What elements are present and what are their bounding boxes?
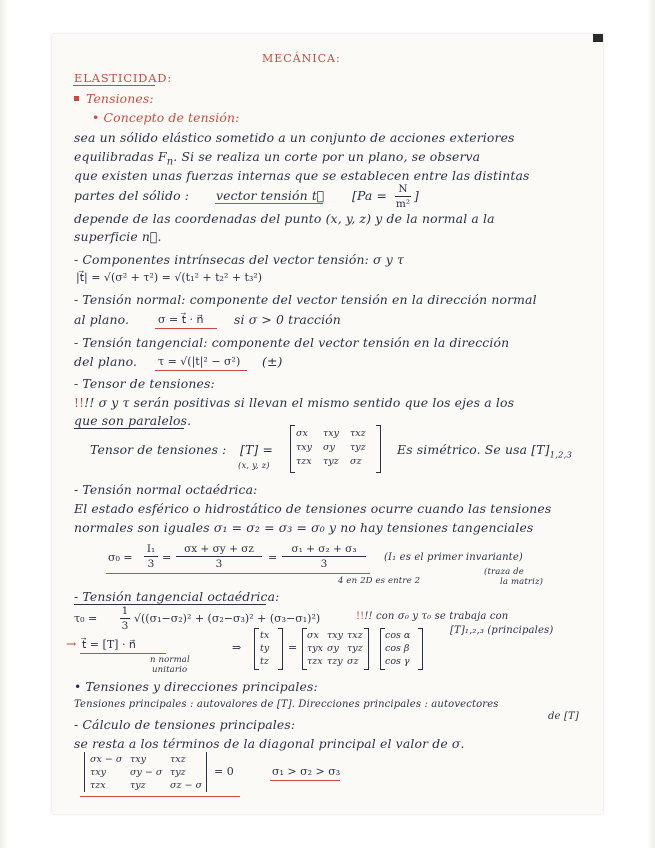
matrix-bracket-left (290, 425, 295, 473)
matrix-cell: τxy (323, 428, 339, 439)
normal-unit-note: unitario (152, 665, 188, 675)
invariant-note: (I₁ es el primer invariante) (384, 552, 523, 563)
matrix-cell: σz (347, 656, 359, 667)
bullet-marker (74, 96, 79, 101)
matrix-cell: τyz (130, 780, 146, 791)
text-line: - Tensión normal: componente del vector tensión en la dirección normal (74, 292, 537, 307)
matrix-bracket-right (364, 628, 369, 670)
matrix-cell: σy (323, 442, 335, 453)
tau0-note: [T]₁,₂,₃ (principales) (450, 625, 554, 636)
equation-underline (80, 653, 166, 654)
text-line: • Tensiones y direcciones principales: (74, 679, 318, 694)
matrix-cell: τxy (296, 442, 312, 453)
symmetry-note: Es simétrico. Se usa $[T]_{1,2,3}$ (397, 442, 573, 461)
text-line: - Tensión tangencial: componente del vector tensión en la dirección (74, 335, 510, 350)
tangential-equation: τ = √(|t|² − σ²) (158, 355, 241, 368)
matrix-cell: τzy (327, 656, 343, 667)
text-line: si σ > 0 tracción (234, 312, 341, 327)
text-line: normales son iguales σ₁ = σ₂ = σ₃ = σ₀ y no hay tensiones tangenciales (74, 520, 534, 535)
normal-unit-note: n normal (150, 655, 190, 665)
sign-note: (±) (262, 354, 283, 369)
matrix-cell: τyz (350, 442, 366, 453)
subheading-concepto: • Concepto de tensión: (92, 110, 240, 125)
vector-bracket-right (278, 628, 283, 670)
sigma0-label: σ₀ = (108, 551, 133, 564)
tensor-symbol: [T] = (240, 442, 274, 457)
section-underline (73, 85, 155, 86)
section-heading: ELASTICIDAD: (74, 71, 172, 85)
fraction-xyz: σx + σy + σz 3 (176, 543, 262, 570)
equation-underline (155, 328, 217, 329)
text-line: - Tensión normal octaédrica: (74, 482, 258, 497)
text-line: del plano. (74, 354, 138, 369)
text-line: - Tensor de tensiones: (74, 376, 215, 391)
matrix-cell: τxz (350, 428, 366, 439)
matrix-cell: σx − σ (90, 754, 123, 765)
term-underline (215, 203, 323, 204)
determinant-bar-left (84, 752, 85, 792)
text-underline (74, 604, 266, 605)
trace-note: (traza de (484, 567, 524, 577)
text-line: de [T] (548, 711, 579, 722)
matrix-cell: τyz (347, 643, 363, 654)
fraction-123: σ₁ + σ₂ + σ₃ 3 (282, 543, 366, 570)
equals-sign: = (162, 551, 172, 564)
matrix-cell: τyz (323, 456, 339, 467)
text-line: equilibradas $F_n$. Si se realiza un corte por un plano, se observa (74, 149, 481, 168)
unit-label: [Pa = (352, 188, 388, 203)
matrix-cell: τyz (170, 767, 186, 778)
corner-mark (593, 34, 603, 42)
subheading-tensiones: Tensiones: (86, 91, 154, 106)
arrow-marker: → (66, 636, 77, 651)
equals-sign: = (268, 551, 278, 564)
cos-cell: cos γ (385, 656, 410, 667)
text-line: al plano. (74, 312, 130, 327)
matrix-cell: σx (296, 428, 308, 439)
text-line: !!!! σ y τ serán positivas si llevan el mismo sentido que los ejes a los (74, 395, 515, 410)
tau0-root: √((σ₁−σ₂)² + (σ₂−σ₃)² + (σ₃−σ₁)²) (134, 612, 321, 625)
text-line: - Componentes intrínsecas del vector tensión: σ y τ (74, 252, 404, 267)
unit-fraction: N m² (395, 183, 411, 210)
matrix-cell: τxy (130, 754, 146, 765)
vector-tension-term: vector tensión t⃗ (216, 188, 325, 203)
fraction-third: 1 3 (121, 605, 129, 632)
matrix-cell: tz (260, 656, 269, 667)
cos-cell: cos α (385, 630, 411, 641)
matrix-cell: σz (350, 456, 362, 467)
equation-underline (106, 573, 370, 574)
matrix-cell: τxz (170, 754, 186, 765)
matrix-cell: σy (327, 643, 339, 654)
matrix-cell: tx (260, 630, 270, 641)
tau0-label: τ₀ = (74, 612, 98, 625)
text-line: Tensiones principales : autovalores de [T]. Direcciones principales : autovectores (74, 699, 499, 710)
matrix-cell: τxy (90, 767, 106, 778)
section-end-underline (80, 796, 240, 797)
tensor-label: Tensor de tensiones : (90, 442, 227, 457)
vector-bracket-left (254, 628, 259, 670)
tensor-subscript: (x, y, z) (238, 461, 270, 471)
unit-bracket: ] (414, 188, 419, 203)
matrix-cell: τzx (90, 780, 106, 791)
matrix-cell: τzx (296, 456, 312, 467)
trace-note: la matriz) (500, 577, 544, 587)
implies-arrow: ⇒ (232, 641, 242, 654)
principal-order: σ₁ > σ₂ > σ₃ (272, 765, 341, 778)
equation-underline (270, 780, 340, 781)
tvec-equation: t⃗ = [T] · n⃗ (82, 638, 136, 651)
matrix-cell: τzx (307, 656, 323, 667)
tau0-note: !!!! con σ₀ y τ₀ se trabaja con (356, 611, 509, 622)
text-line: - Tensión tangencial octaédrica: (74, 589, 280, 604)
text-line: que existen unas fuerzas internas que se establecen entre las distintas (74, 168, 530, 183)
matrix-cell: ty (260, 643, 270, 654)
2d-note: 4 en 2D es entre 2 (338, 576, 421, 586)
text-line: que son paralelos. (74, 413, 192, 428)
determinant-bar-right (206, 752, 207, 792)
page-title: MECÁNICA: (262, 52, 341, 65)
equation-underline (155, 370, 247, 371)
matrix-cell: τxy (327, 630, 343, 641)
matrix-cell: τxz (347, 630, 363, 641)
cos-cell: cos β (385, 643, 410, 654)
text-line: se resta a los términos de la diagonal principal el valor de σ. (74, 736, 465, 751)
cos-bracket-right (418, 628, 423, 670)
modulus-equation: |t⃗| = √(σ² + τ²) = √(t₁² + t₂² + t₃²) (76, 271, 263, 284)
text-line: El estado esférico o hidrostático de tensiones ocurre cuando las tensiones (74, 501, 552, 516)
equals-sign: = (288, 641, 298, 654)
matrix-cell: τyx (307, 643, 323, 654)
matrix-cell: σx (307, 630, 319, 641)
matrix-cell: σy − σ (130, 767, 163, 778)
text-line: - Cálculo de tensiones principales: (74, 717, 296, 732)
matrix-bracket-right (376, 425, 381, 473)
text-underline (74, 428, 184, 429)
text-line: sea un sólido elástico sometido a un conjunto de acciones exteriores (74, 130, 515, 145)
text-line: superficie n⃗. (74, 229, 162, 244)
matrix-cell: σz − σ (170, 780, 202, 791)
text-line: depende de las coordenadas del punto (x, y, z) y de la normal a la (74, 211, 495, 226)
fraction-invariant: I₁ 3 (144, 543, 158, 570)
text-line: partes del sólido : (74, 188, 190, 203)
normal-equation: σ = t⃗ · n⃗ (158, 313, 204, 326)
determinant-equals: = 0 (214, 765, 234, 778)
